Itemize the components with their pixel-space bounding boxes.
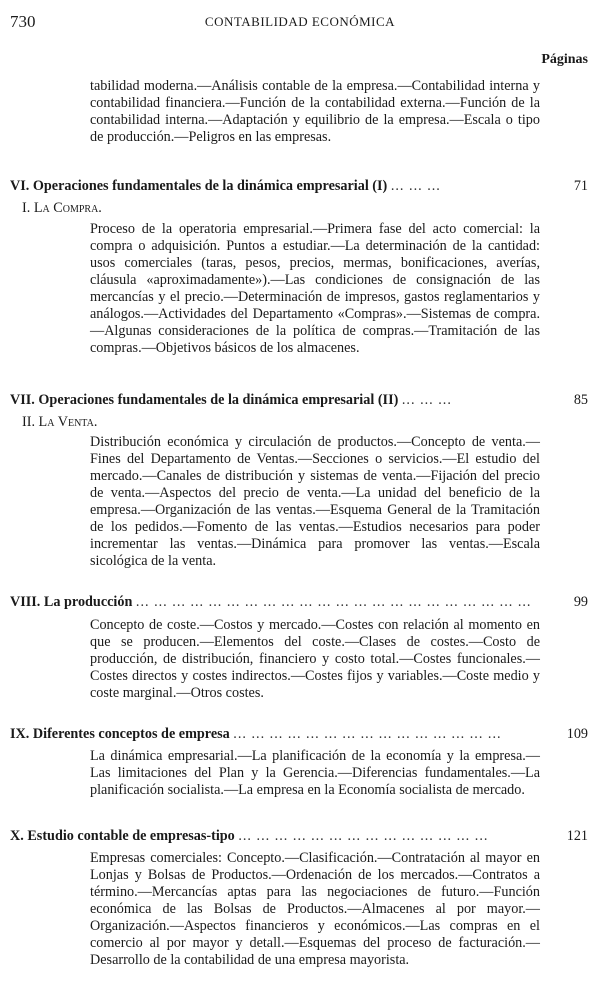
section-number: II. (22, 414, 35, 430)
chapter-number: IX. (10, 726, 30, 742)
chapter-heading (10, 594, 588, 611)
chapter-summary: Concepto de coste.—Costos y mercado.—Costes con relación al momento en que se producen.—Elementos del coste.—Clases de costes.—Costo de producción, de distribución, financiero y costo total.—Costes funcionales.—Costes directos y costes indirectos.—Costes fijos y variables.—Coste medio y coste marginal.—Otros costes. (90, 617, 540, 701)
chapter-number: VII. (10, 392, 35, 408)
section-heading (22, 200, 102, 217)
chapter-title: Diferentes conceptos de empresa (32, 726, 230, 742)
chapter-summary: Distribución económica y circulación de productos.—Concepto de venta.—Fines del Departamento de Ventas.—Secciones o servicios.—El estudio del mercado.—Canales de distribución y sistemas de venta.—Fijación del precio de venta.—Aspectos del precio de venta.—La unidad del beneficio de la empresa.—Organización de las ventas.—Esquema General de la Tramitación de los pedidos.—Fomento de las ventas.—Estudios necesarios para poder incrementar las ventas.—Dinámica para promover las ventas.—Escala sicológica de la venta. (90, 434, 540, 569)
chapter-heading (10, 392, 588, 409)
page-header (10, 12, 590, 34)
chapter-title: Estudio contable de empresas-tipo (27, 828, 235, 844)
chapter-summary: Empresas comerciales: Concepto.—Clasificación.—Contratación al mayor en Lonjas y Bolsas de Productos.—Ordenación de los mercados.—Contratos a término.—Mercancías aptas para las negociaciones de futuro.—Función económica de las Bolsas de Productos.—Almacenes al por mayor.—Organización.—Aspectos financieros y económicos.—Las compras en el comercio al por mayor y detall.—Esquemas del proceso de facturación.—Desarrollo de la contabilidad de una empresa mayorista. (90, 850, 540, 968)
chapter-number: VIII. (10, 594, 41, 610)
section-title: La Venta. (38, 414, 98, 430)
section-number: I. (22, 200, 31, 216)
chapter-page-number: 121 (566, 828, 588, 844)
section-title: La Compra. (33, 200, 102, 216)
chapter-title: Operaciones fundamentales de la dinámica empresarial (II) (38, 392, 399, 408)
running-title: CONTABILIDAD ECONÓMICA (204, 14, 396, 29)
chapter-number: X. (10, 828, 24, 844)
chapter-page-number: 99 (573, 594, 588, 610)
chapter-summary: Proceso de la operatoria empresarial.—Primera fase del acto comercial: la compra o adquisición. Puntos a estudiar.—La determinación de la cantidad: usos comerciales (taras, pesos, precios, mermas, bonificaciones, averías, cláusula «aproximadamente»).—Las condiciones de consignación de las mercancías y el precio.—Determinación de impresos, gastos reglamentarios y análogos.—Actividades del Departamento «Compras».—Sistemas de compra.—Algunas consideraciones de la política de compras.—Tramitación de las compras.—Objetivos básicos de los almacenes. (90, 221, 540, 356)
chapter-page-number: 85 (573, 392, 588, 408)
leader-dots: ... ... ... (390, 178, 441, 194)
chapter-title: La producción (43, 594, 133, 610)
chapter-heading (10, 726, 588, 743)
chapter-summary: La dinámica empresarial.—La planificación de la economía y la empresa.—Las limitaciones del Plan y la Gerencia.—Diferencias fundamentales.—La planificación socialista.—La empresa en la Economía socialista de mercado. (90, 748, 540, 798)
page-number: 730 (10, 12, 36, 31)
leader-dots: ... ... ... ... ... ... ... ... ... ... ... ... ... ... ... (233, 726, 502, 742)
pages-column-label: Páginas (541, 52, 588, 67)
leader-dots: ... ... ... ... ... ... ... ... ... ... ... ... ... ... ... ... ... ... ... ... ... ... (135, 594, 532, 610)
chapter-heading (10, 178, 588, 195)
leader-dots: ... ... ... (401, 392, 452, 408)
section-heading (22, 414, 97, 431)
leader-dots: ... ... ... ... ... ... ... ... ... ... ... ... ... ... (238, 828, 489, 844)
chapter-number: VI. (10, 178, 30, 194)
chapter-heading (10, 828, 588, 845)
chapter-page-number: 71 (573, 178, 588, 194)
continuation-text: tabilidad moderna.—Análisis contable de la empresa.—Contabilidad interna y contabilidad financiera.—Función de la contabilidad externa.—Función de la contabilidad interna.—Adaptación y equilibrio de la empresa.—Escala o tipo de producción.—Peligros en las empresas. (90, 78, 540, 145)
chapter-title: Operaciones fundamentales de la dinámica empresarial (I) (32, 178, 388, 194)
chapter-page-number: 109 (566, 726, 588, 742)
